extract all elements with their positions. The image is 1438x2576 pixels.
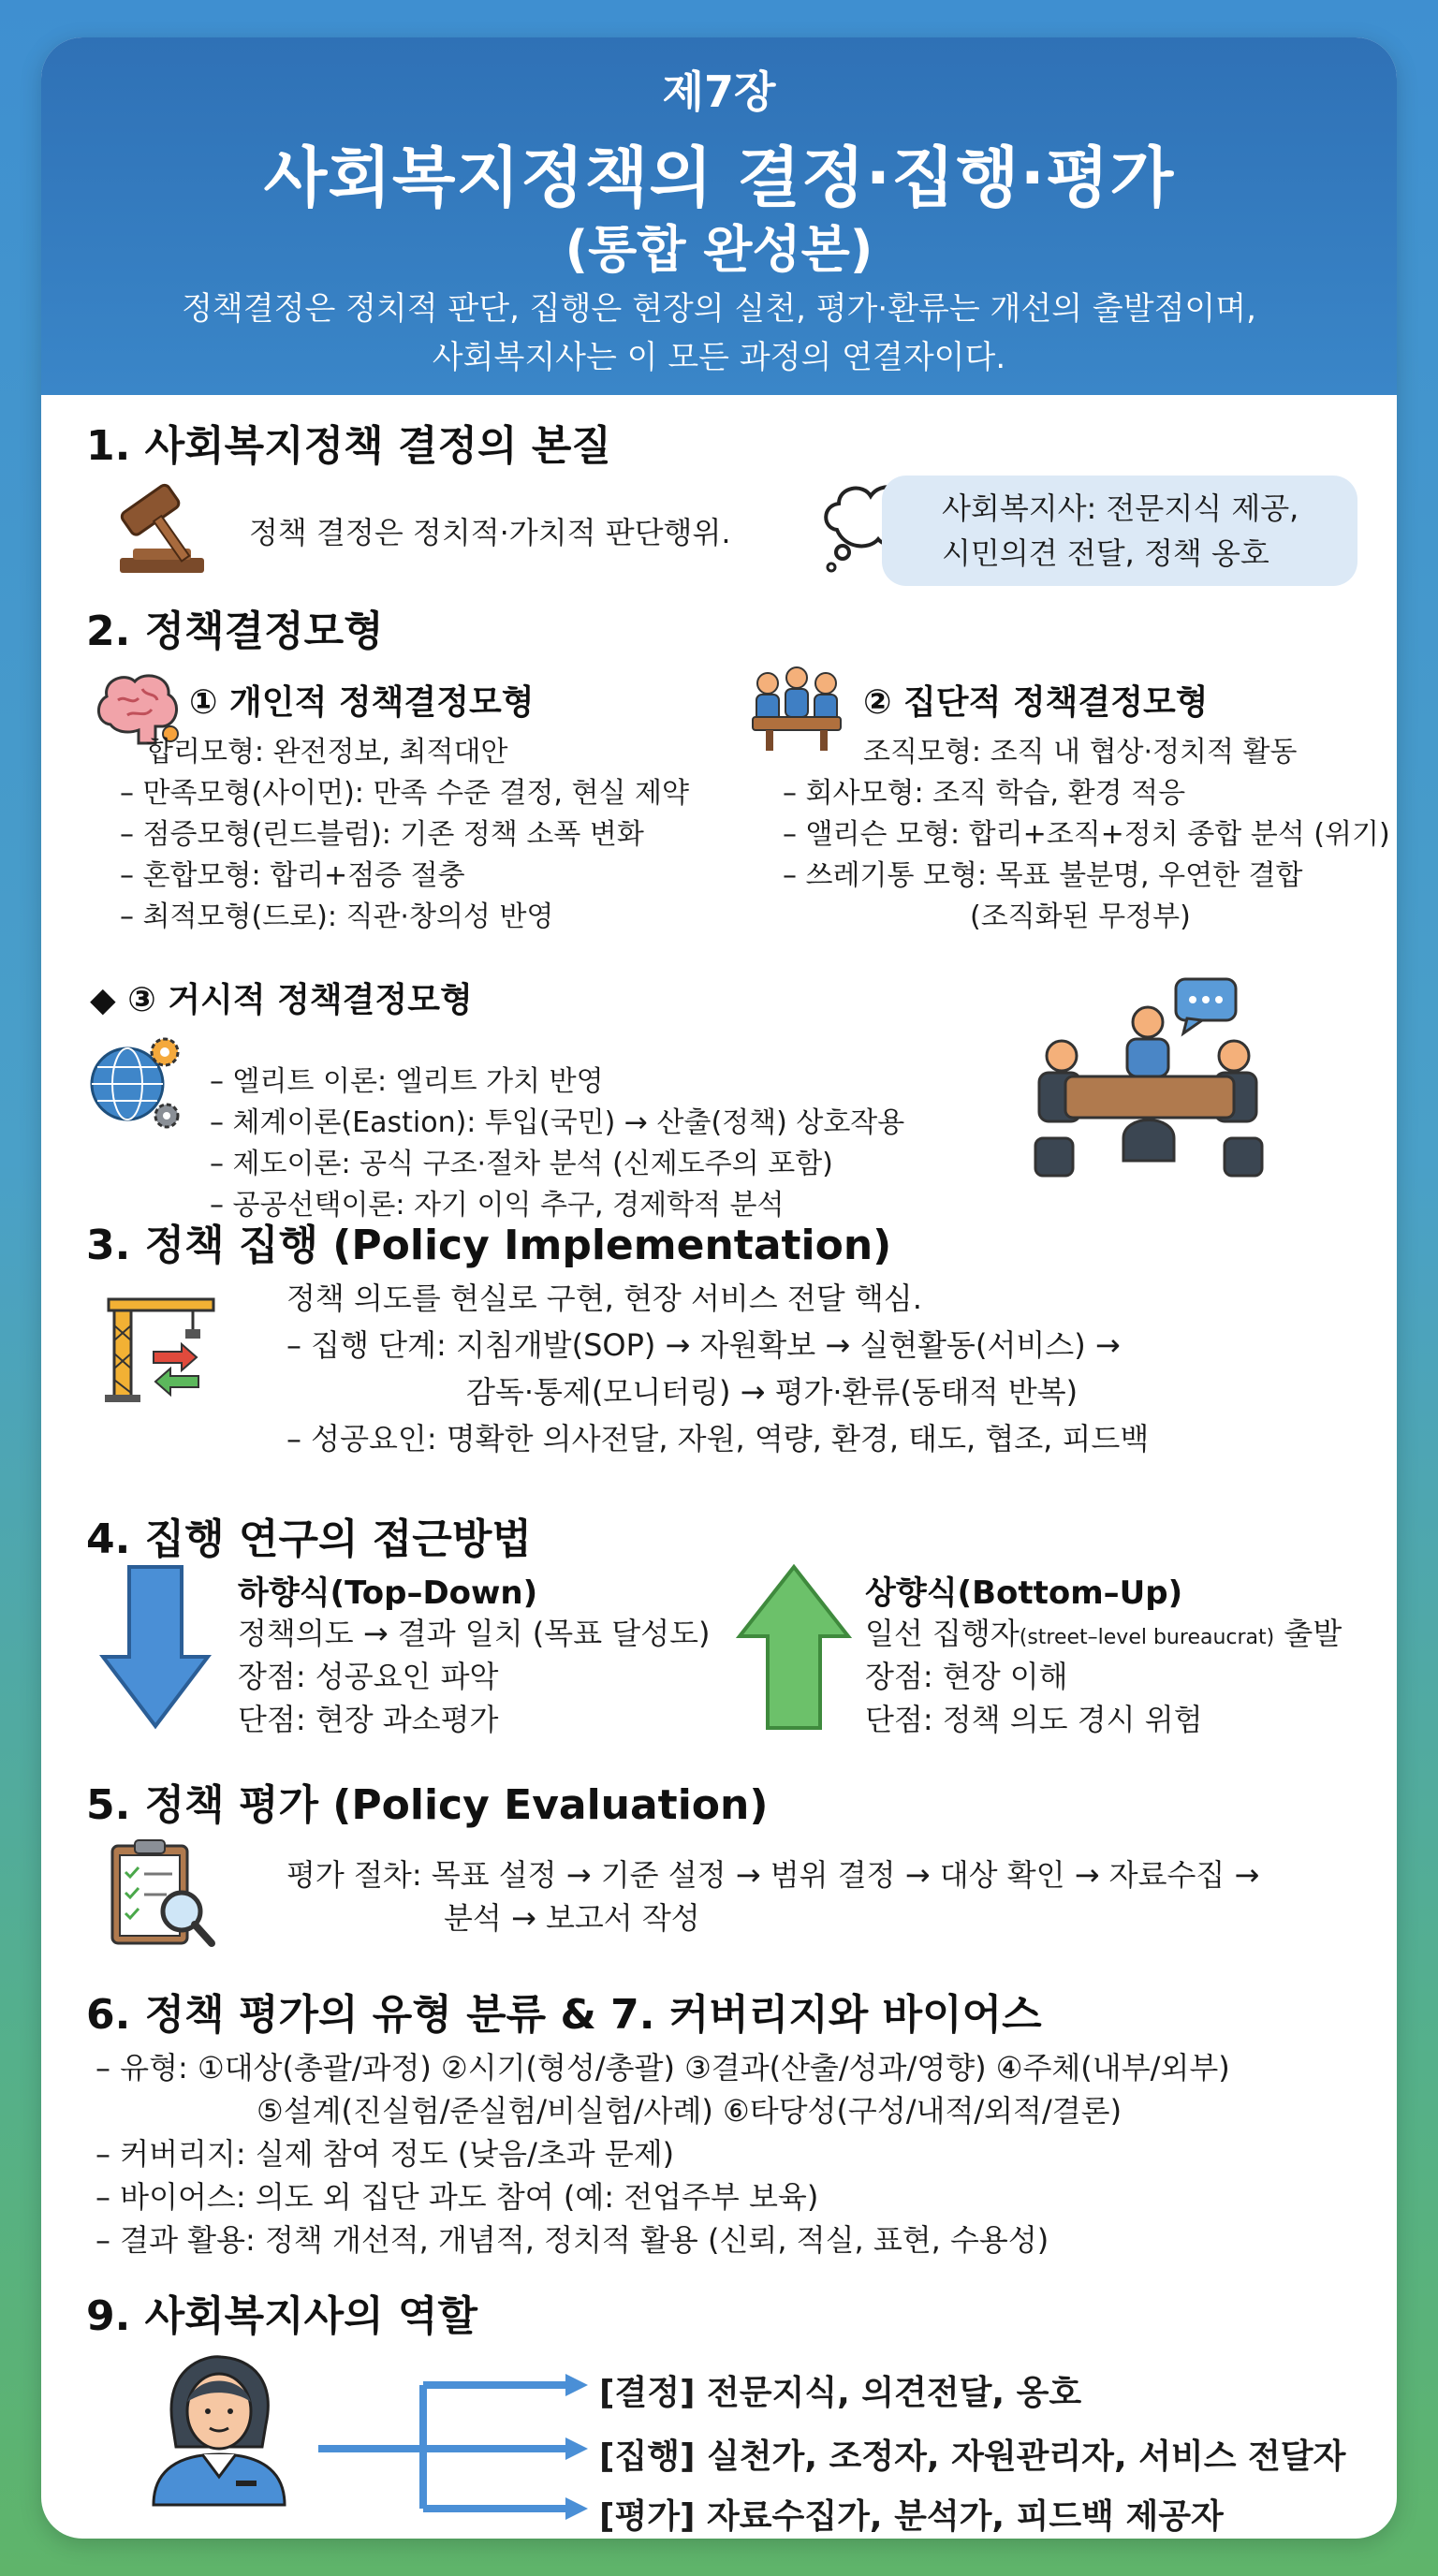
meeting-table-icon xyxy=(1019,973,1281,1181)
group-model-title: ② 집단적 정책결정모형 xyxy=(863,683,1209,722)
group-model-item: (조직화된 무정부) xyxy=(970,900,1191,933)
role-implementation: [집행] 실천가, 조정자, 자원관리자, 서비스 전달자 xyxy=(599,2437,1346,2476)
individual-model-item: – 점증모형(린드블럼): 기존 정책 소폭 변화 xyxy=(120,818,644,851)
bottomup-line-c: 출발 xyxy=(1274,1616,1343,1651)
role-evaluation: [평가] 자료수집가, 분석가, 피드백 제공자 xyxy=(599,2497,1224,2536)
bottomup-line-a: 일선 집행자 xyxy=(865,1616,1020,1651)
page-subtitle: (통합 완성본) xyxy=(565,220,873,279)
section-2-heading: 2. 정책결정모형 xyxy=(86,607,384,655)
section-4-heading: 4. 집행 연구의 접근방법 xyxy=(86,1515,532,1563)
macro-model-item: – 공공선택이론: 자기 이익 추구, 경제학적 분석 xyxy=(210,1189,785,1222)
chapter-label: 제7장 xyxy=(662,66,776,117)
bottomup-line xyxy=(865,1610,1342,1653)
tagline-line-1: 정책결정은 정치적 판단, 집행은 현장의 실천, 평가·환류는 개선의 출발점이며, xyxy=(182,290,1256,328)
evaluation-procedure-line: 평가 절차: 목표 설정 → 기준 설정 → 범위 결정 → 대상 확인 → 자료수집 → xyxy=(286,1857,1260,1893)
implementation-line: – 성공요인: 명확한 의사전달, 자원, 역량, 환경, 태도, 협조, 피드백 xyxy=(286,1421,1150,1456)
globe-gears-icon xyxy=(86,1032,185,1134)
infographic-card xyxy=(41,37,1397,2539)
topdown-line: 단점: 현장 과소평가 xyxy=(238,1702,499,1737)
implementation-line: – 집행 단계: 지침개발(SOP) → 자원확보 → 실현활동(서비스) → xyxy=(286,1327,1121,1363)
group-model-item: – 앨리슨 모형: 합리+조직+정치 종합 분석 (위기) xyxy=(783,818,1390,851)
topdown-title: 하향식(Top–Down) xyxy=(238,1574,538,1612)
group-model-item: 조직모형: 조직 내 협상·정치적 활동 xyxy=(863,736,1298,768)
implementation-line: 감독·통제(모니터링) → 평가·환류(동태적 반복) xyxy=(466,1374,1078,1410)
implementation-line: 정책 의도를 현실로 구현, 현장 서비스 전달 핵심. xyxy=(286,1281,922,1316)
group-model-item: – 회사모형: 조직 학습, 환경 적응 xyxy=(783,777,1186,810)
page-title: 사회복지정책의 결정·집행·평가 xyxy=(263,139,1175,216)
individual-model-item: – 만족모형(사이먼): 만족 수준 결정, 현실 제약 xyxy=(120,777,689,810)
evaluation-type-line: ⑤설계(진실험/준실험/비실험/사례) ⑥타당성(구성/내적/외적/결론) xyxy=(257,2093,1123,2129)
coverage-line: – 커버리지: 실제 참여 정도 (낮음/초과 문제) xyxy=(95,2136,675,2172)
section-3-heading: 3. 정책 집행 (Policy Implementation) xyxy=(86,1222,892,1269)
tagline-line-2: 사회복지사는 이 모든 과정의 연결자이다. xyxy=(432,339,1006,376)
topdown-line: 정책의도 → 결과 일치 (목표 달성도) xyxy=(238,1616,711,1651)
role-decision: [결정] 전문지식, 의견전달, 옹호 xyxy=(599,2374,1082,2412)
section-1-heading: 1. 사회복지정책 결정의 본질 xyxy=(86,422,611,470)
social-worker-icon xyxy=(144,2349,294,2509)
group-model-item: – 쓰레기통 모형: 목표 불분명, 우연한 결합 xyxy=(783,859,1303,892)
topdown-line: 장점: 성공요인 파악 xyxy=(238,1659,499,1694)
bias-line: – 바이어스: 의도 외 집단 과도 참여 (예: 전업주부 보육) xyxy=(95,2179,819,2215)
section-1-text: 정책 결정은 정치적·가치적 판단행위. xyxy=(249,515,731,550)
bubble-line-1: 사회복지사: 전문지식 제공, xyxy=(942,490,1299,526)
individual-model-item: – 최적모형(드로): 직관·창의성 반영 xyxy=(120,900,554,933)
bubble-line-2: 시민의견 전달, 정책 옹호 xyxy=(942,535,1269,571)
up-arrow-icon xyxy=(736,1563,852,1732)
team-meeting-icon xyxy=(745,665,848,754)
header-banner xyxy=(41,37,1397,395)
evaluation-type-line: – 유형: ①대상(총괄/과정) ②시기(형성/총괄) ③결과(산출/성과/영향) ④주체(내부/외부) xyxy=(95,2050,1230,2086)
gavel-icon xyxy=(107,477,217,577)
individual-model-item: – 혼합모형: 합리+점증 절충 xyxy=(120,859,465,892)
bottomup-line: 단점: 정책 의도 경시 위험 xyxy=(865,1702,1203,1737)
individual-model-title: ① 개인적 정책결정모형 xyxy=(189,683,535,722)
down-arrow-icon xyxy=(99,1563,212,1730)
macro-model-item: – 엘리트 이론: 엘리트 가치 반영 xyxy=(210,1065,604,1098)
section-5-heading: 5. 정책 평가 (Policy Evaluation) xyxy=(86,1781,769,1829)
bottomup-title: 상향식(Bottom–Up) xyxy=(865,1574,1183,1612)
bottomup-line-b: (street–level bureaucrat) xyxy=(1019,1626,1275,1649)
evaluation-procedure-line: 분석 → 보고서 작성 xyxy=(444,1900,700,1936)
individual-model-item: 합리모형: 완전정보, 최적대안 xyxy=(146,736,508,768)
branch-arrows-icon xyxy=(315,2359,592,2531)
macro-model-item: – 체계이론(Eastion): 투입(국민) → 산출(정책) 상호작용 xyxy=(210,1106,905,1139)
section-6-heading: 6. 정책 평가의 유형 분류 & 7. 커버리지와 바이어스 xyxy=(86,1991,1042,2039)
macro-model-item: – 제도이론: 공식 구조·절차 분석 (신제도주의 포함) xyxy=(210,1148,833,1180)
section-9-heading: 9. 사회복지사의 역할 xyxy=(86,2292,477,2340)
crane-icon xyxy=(95,1279,215,1402)
clipboard-magnifier-icon xyxy=(105,1835,217,1953)
result-use-line: – 결과 활용: 정책 개선적, 개념적, 정치적 활용 (신뢰, 적실, 표현, 수용성) xyxy=(95,2222,1049,2258)
bottomup-line: 장점: 현장 이해 xyxy=(865,1659,1068,1694)
macro-model-title: ◆ ③ 거시적 정책결정모형 xyxy=(90,981,473,1019)
